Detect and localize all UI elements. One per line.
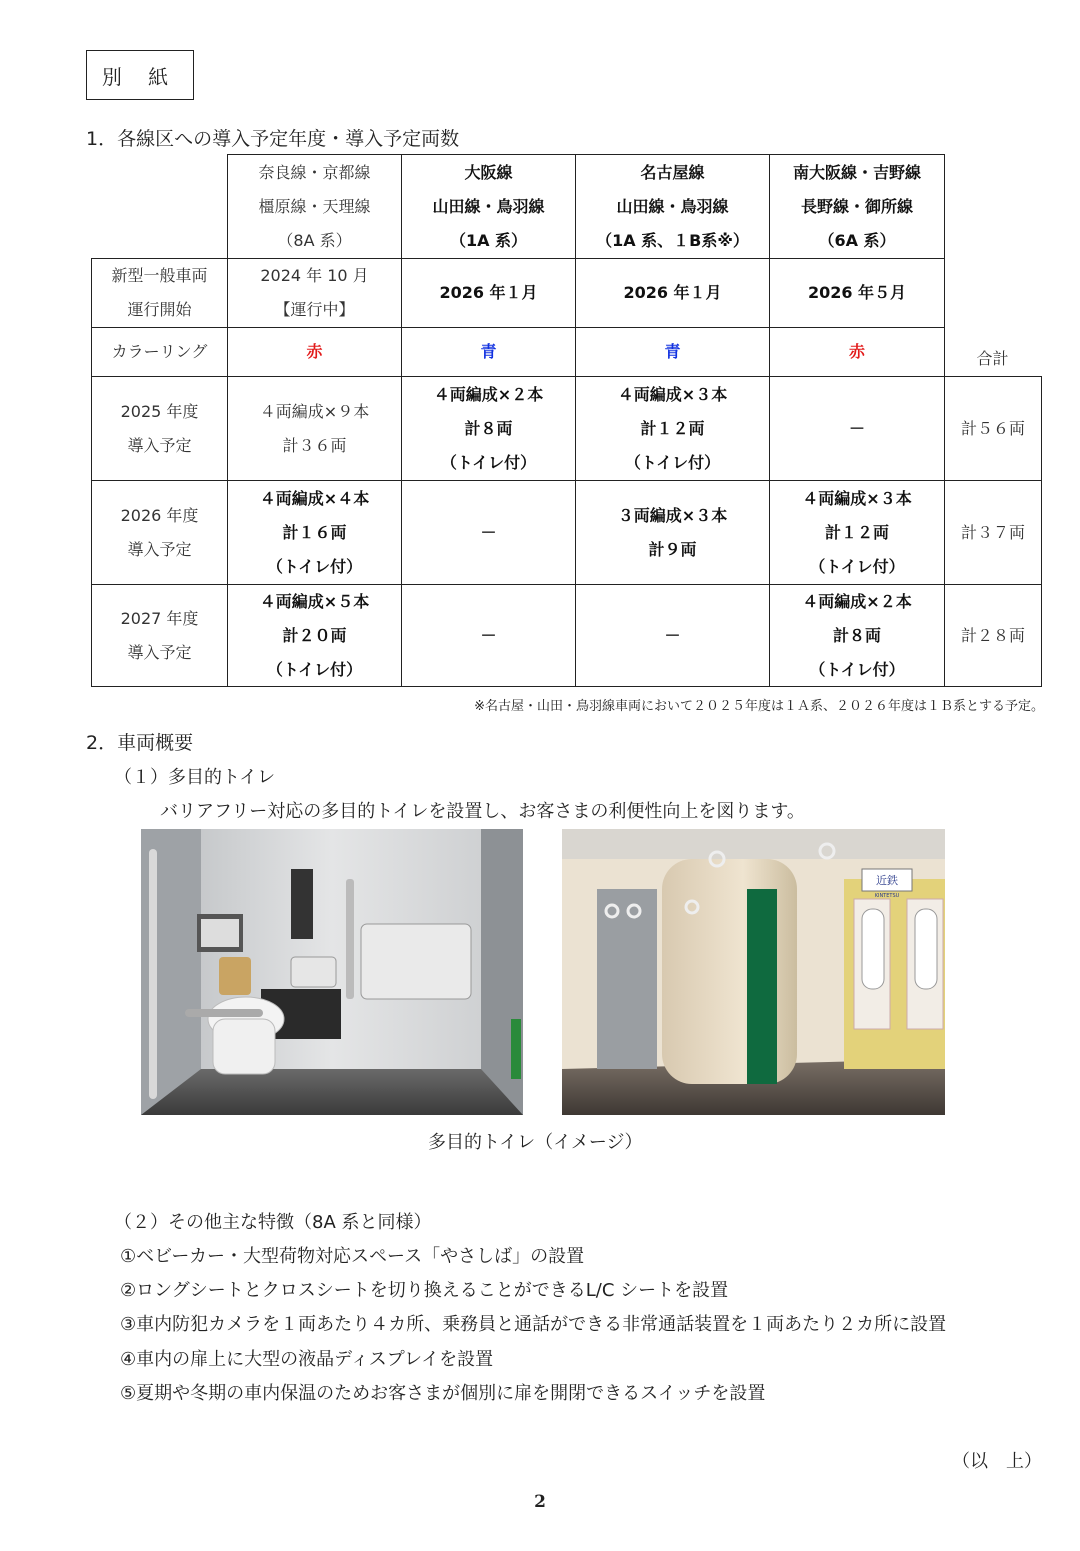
sub1-text: バリアフリー対応の多目的トイレを設置し、お客さまの利便性向上を図ります。 [160,801,805,822]
col-header-nara: 奈良線・京都線 橿原線・天理線 （8A 系） [227,154,402,259]
col-header-osaka: 大阪線 山田線・鳥羽線 （1A 系） [401,154,576,259]
total-header: 合計 [976,349,1009,368]
y2025-nara: ４両編成×９本 計３６両 [227,376,402,481]
toilet-interior-photo [141,829,523,1115]
sub1-title: （１）多目的トイレ [114,767,276,788]
col-header-minami-osaka: 南大阪線・吉野線 長野線・御所線 （6A 系） [769,154,945,259]
kintetsu-logo: 近鉄 [876,874,898,887]
start-osaka: 2026 年１月 [401,258,576,328]
row-header-2025: 2025 年度 導入予定 [91,376,228,481]
y2025-nagoya: ４両編成×３本 計１２両 （トイレ付） [575,376,770,481]
col-header-nagoya: 名古屋線 山田線・鳥羽線 （1A 系、１B系※） [575,154,770,259]
closing-remark: （以 上） [952,1451,1042,1472]
row-header-2026: 2026 年度 導入予定 [91,480,228,585]
color-nara: 赤 [227,327,402,377]
feature-2: ②ロングシートとクロスシートを切り換えることができるL/C シートを設置 [120,1280,729,1301]
y2027-minami-osaka: ４両編成×２本 計８両 （トイレ付） [769,584,945,687]
y2027-total: 計２８両 [944,584,1042,687]
kintetsu-logo-sub: KINTETSU [874,893,900,899]
y2027-osaka: － [401,584,576,687]
start-nagoya: 2026 年１月 [575,258,770,328]
y2026-minami-osaka: ４両編成×３本 計１２両 （トイレ付） [769,480,945,585]
row-header-start: 新型一般車両 運行開始 [91,258,228,328]
color-nagoya: 青 [575,327,770,377]
start-nara: 2024 年 10 月 【運行中】 [227,258,402,328]
feature-5: ⑤夏期や冬期の車内保温のためお客さまが個別に扉を開閉できるスイッチを設置 [120,1383,766,1404]
sub2-title: （２）その他主な特徴（8A 系と同様） [114,1212,432,1233]
feature-3: ③車内防犯カメラを１両あたり４カ所、乗務員と通話ができる非常通話装置を１両あたり２カ所に設置 [120,1314,947,1335]
color-minami-osaka: 赤 [769,327,945,377]
y2027-nagoya: － [575,584,770,687]
color-osaka: 青 [401,327,576,377]
photo-caption: 多目的トイレ（イメージ） [428,1132,643,1153]
row-header-color: カラーリング [91,327,228,377]
section2-title: 2．車両概要 [86,732,194,754]
attachment-label: 別 紙 [86,50,194,100]
y2026-total: 計３７両 [944,480,1042,585]
y2025-total: 計５６両 [944,376,1042,481]
table-note: ※名古屋・山田・鳥羽線車両において２０２５年度は１Ａ系、２０２６年度は１Ｂ系とする予定。 [474,699,1044,714]
y2026-osaka: － [401,480,576,585]
page-number: 2 [534,1492,546,1512]
y2025-minami-osaka: － [769,376,945,481]
toilet-exterior-photo [562,829,945,1115]
y2026-nara: ４両編成×４本 計１６両 （トイレ付） [227,480,402,585]
section1-title: 1．各線区への導入予定年度・導入予定両数 [86,128,460,150]
start-minami-osaka: 2026 年５月 [769,258,945,328]
y2025-osaka: ４両編成×２本 計８両 （トイレ付） [401,376,576,481]
row-header-2027: 2027 年度 導入予定 [91,584,228,687]
y2027-nara: ４両編成×５本 計２０両 （トイレ付） [227,584,402,687]
feature-4: ④車内の扉上に大型の液晶ディスプレイを設置 [120,1349,494,1370]
feature-1: ①ベビーカー・大型荷物対応スペース「やさしば」の設置 [120,1246,585,1267]
y2026-nagoya: ３両編成×３本 計９両 [575,480,770,585]
